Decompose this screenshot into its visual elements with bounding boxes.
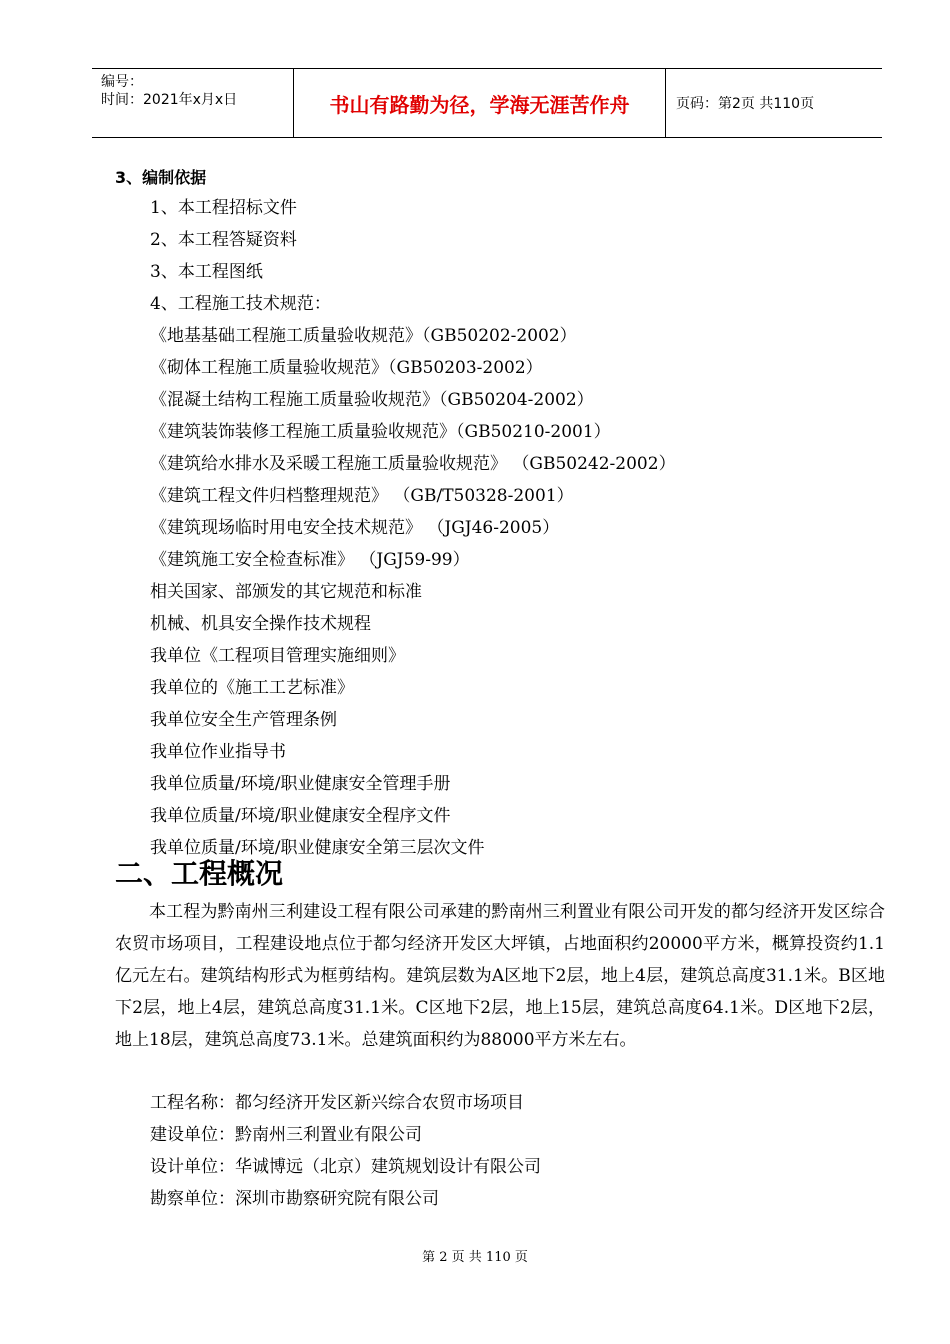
list-item: 《砌体工程施工质量验收规范》（GB50203-2002） <box>150 358 543 378</box>
list-item: 2、本工程答疑资料 <box>150 230 297 250</box>
project-details-list <box>150 1087 541 1215</box>
design-unit: 设计单位：华诚博远（北京）建筑规划设计有限公司 <box>150 1157 541 1177</box>
overview-paragraph: 本工程为黔南州三利建设工程有限公司承建的黔南州三利置业有限公司开发的都匀经济开发区综合农贸市场项目，工程建设地点位于都匀经济开发区大坪镇，占地面积约20000平方米，概算投资约1.1亿元左右。建筑结构形式为框剪结构。建筑层数为A区地下2层，地上4层，建筑总高度31.1米。B区地下2层，地上4层，建筑总高度31.1米。C区地下2层，地上15层，建筑总高度64.1米。D区地下2层，地上18层，建筑总高度73.1米。总建筑面积约为88000平方米左右。 <box>115 902 885 1050</box>
document-number-label: 编号： <box>101 74 143 90</box>
list-item: 我单位作业指导书 <box>150 742 286 762</box>
list-item: 我单位质量/环境/职业健康安全管理手册 <box>150 774 451 794</box>
list-item: 《建筑施工安全检查标准》 （JGJ59-99） <box>150 550 470 570</box>
overview-heading: 二、工程概况 <box>115 857 284 890</box>
list-item: 《建筑工程文件归档整理规范》 （GB/T50328-2001） <box>150 486 574 506</box>
list-item: 1、本工程招标文件 <box>150 198 297 218</box>
list-item: 我单位的《施工工艺标准》 <box>150 678 354 698</box>
list-item: 4、工程施工技术规范： <box>150 294 331 314</box>
list-item: 我单位质量/环境/职业健康安全第三层次文件 <box>150 838 485 858</box>
list-item: 机械、机具安全操作技术规程 <box>150 614 371 634</box>
list-item: 《混凝土结构工程施工质量验收规范》（GB50204-2002） <box>150 390 594 410</box>
list-item: 《建筑装饰装修工程施工质量验收规范》（GB50210-2001） <box>150 422 611 442</box>
list-item: 《建筑现场临时用电安全技术规范》 （JGJ46-2005） <box>150 518 560 538</box>
list-item: 我单位质量/环境/职业健康安全程序文件 <box>150 806 451 826</box>
basis-list <box>150 192 676 864</box>
list-item: 我单位安全生产管理条例 <box>150 710 337 730</box>
construction-unit: 建设单位：黔南州三利置业有限公司 <box>150 1125 422 1145</box>
header-slogan: 书山有路勤为径，学海无涯苦作舟 <box>293 69 666 137</box>
list-item: 我单位《工程项目管理实施细则》 <box>150 646 405 666</box>
survey-unit: 勘察单位：深圳市勘察研究院有限公司 <box>150 1189 439 1209</box>
list-item: 相关国家、部颁发的其它规范和标准 <box>150 582 422 602</box>
list-item: 3、本工程图纸 <box>150 262 263 282</box>
list-item: 《地基基础工程施工质量验收规范》（GB50202-2002） <box>150 326 577 346</box>
header-page-info: 页码：第2页 共110页 <box>676 96 815 112</box>
document-time-label: 时间：2021年x月x日 <box>101 92 238 108</box>
list-item: 《建筑给水排水及采暖工程施工质量验收规范》 （GB50242-2002） <box>150 454 676 474</box>
project-name: 工程名称：都匀经济开发区新兴综合农贸市场项目 <box>150 1093 524 1113</box>
header-meta-cell <box>92 69 293 137</box>
page-footer: 第 2 页 共 110 页 <box>422 1250 528 1265</box>
section-3-title: 3、编制依据 <box>115 168 207 187</box>
page-header <box>92 68 882 138</box>
